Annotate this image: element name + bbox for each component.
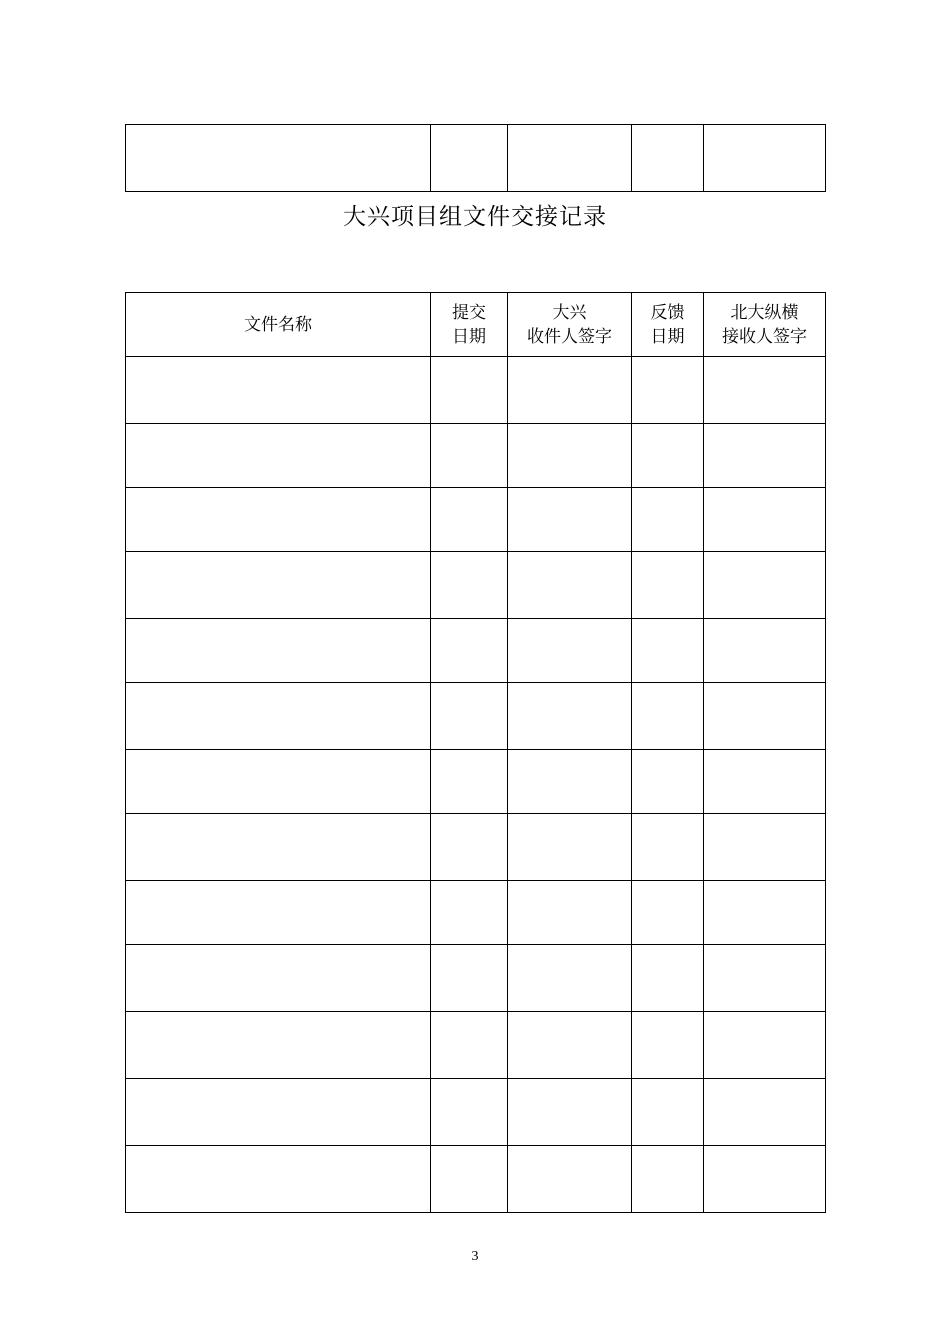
table-cell [704,881,826,945]
table-cell [431,1079,508,1146]
table-cell [508,945,632,1012]
table-cell [126,881,431,945]
header-pku-signature-line2: 接收人签字 [722,326,807,347]
table-cell [704,125,826,192]
table-cell [431,945,508,1012]
table-cell [431,357,508,424]
table-cell [632,1012,704,1079]
table-cell [126,1012,431,1079]
table-body [126,357,826,1213]
table-cell [632,488,704,552]
table-cell [431,552,508,619]
header-feedback-date-line2: 日期 [650,326,685,347]
table-cell [632,125,704,192]
table-header-row [126,293,826,357]
table-cell [126,814,431,881]
handover-record-table [125,292,826,1213]
table-cell [632,750,704,814]
table-cell [126,488,431,552]
page-title: 大兴项目组文件交接记录 [343,204,607,230]
header-file-name: 文件名称 [126,293,431,357]
table-cell [126,683,431,750]
table-cell [704,1079,826,1146]
table-row [126,814,826,881]
table-cell [508,1079,632,1146]
table-cell [632,552,704,619]
table-cell [508,552,632,619]
table-cell [431,881,508,945]
table-cell [704,424,826,488]
table-cell [632,1146,704,1213]
table-cell [431,424,508,488]
table-cell [704,357,826,424]
table-cell [632,814,704,881]
table-cell [704,814,826,881]
table-cell [508,750,632,814]
table-cell [126,945,431,1012]
header-daxing-signature [508,293,632,357]
table-cell [126,357,431,424]
table-cell [508,1012,632,1079]
table-row [126,619,826,683]
table-cell [704,552,826,619]
table-cell [704,750,826,814]
table-cell [431,1012,508,1079]
table-cell [431,619,508,683]
table-cell [704,488,826,552]
table-cell [632,683,704,750]
table-cell [508,619,632,683]
page-number: 3 [471,1249,479,1264]
table-cell [508,881,632,945]
table-row [126,1079,826,1146]
table-cell [704,683,826,750]
table-cell [126,750,431,814]
table-cell [126,1146,431,1213]
table-cell [632,945,704,1012]
table-cell [431,125,508,192]
table-cell [632,881,704,945]
table-cell [704,619,826,683]
table-cell [632,619,704,683]
table-cell [126,619,431,683]
header-feedback-date [632,293,704,357]
table-row [126,683,826,750]
table-cell [508,1146,632,1213]
table-cell [632,357,704,424]
carried-over-table [125,124,826,192]
table-cell [508,357,632,424]
table-row [126,552,826,619]
header-pku-signature [704,293,826,357]
table-cell [632,1079,704,1146]
table-cell [704,1146,826,1213]
table-cell [508,814,632,881]
table-cell [431,488,508,552]
table-row [126,357,826,424]
table-row [126,125,826,192]
table-row [126,488,826,552]
table-row [126,750,826,814]
table-cell [126,424,431,488]
table-cell [126,1079,431,1146]
table-cell [431,683,508,750]
table-cell [704,1012,826,1079]
table-cell [431,814,508,881]
table-row [126,1012,826,1079]
table-row [126,1146,826,1213]
header-pku-signature-line1: 北大纵横 [730,302,799,323]
table-cell [508,424,632,488]
header-submit-date-line2: 日期 [452,326,486,347]
table-cell [431,1146,508,1213]
table-row [126,945,826,1012]
table-row [126,881,826,945]
table-cell [704,945,826,1012]
table-cell [508,488,632,552]
table-row [126,424,826,488]
table-cell [126,125,431,192]
header-submit-date [431,293,508,357]
header-daxing-signature-line2: 收件人签字 [527,326,612,347]
table-cell [508,125,632,192]
header-feedback-date-line1: 反馈 [650,302,685,323]
table-cell [126,552,431,619]
header-daxing-signature-line1: 大兴 [552,302,587,323]
table-cell [431,750,508,814]
table-cell [632,424,704,488]
table-cell [508,683,632,750]
header-submit-date-line1: 提交 [452,302,486,323]
